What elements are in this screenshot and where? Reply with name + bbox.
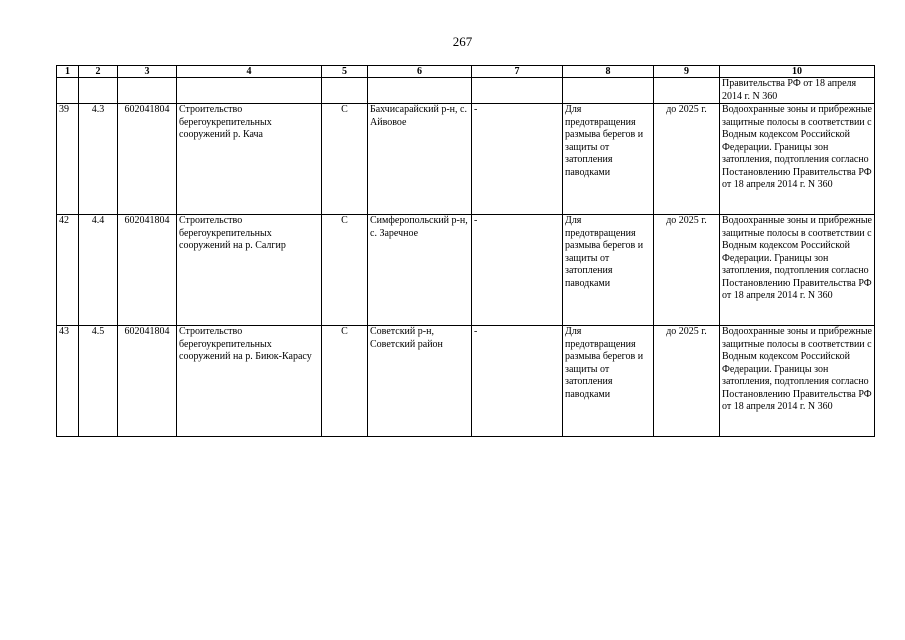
column-header: 7 xyxy=(472,66,563,78)
location-cell: Советский р-н, Советский район xyxy=(368,326,472,437)
column-header: 6 xyxy=(368,66,472,78)
purpose-cell: Для предотвращения размыва берегов и защиты от затопления паводками xyxy=(563,215,654,326)
column-header: 10 xyxy=(720,66,875,78)
location-cell: Симферопольский р-н, с. Заречное xyxy=(368,215,472,326)
notes-cell: Водоохранные зоны и прибрежные защитные полосы в соответствии с Водным кодексом Российской Федерации. Границы зон затопления, подтопления согласно Постановлению Правительства РФ от 18 апреля 2014 г. N 360 xyxy=(720,104,875,215)
notes-cell: Водоохранные зоны и прибрежные защитные полосы в соответствии с Водным кодексом Российской Федерации. Границы зон затопления, подтопления согласно Постановлению Правительства РФ от 18 апреля 2014 г. N 360 xyxy=(720,326,875,437)
notes-cell: Водоохранные зоны и прибрежные защитные полосы в соответствии с Водным кодексом Российской Федерации. Границы зон затопления, подтопления согласно Постановлению Правительства РФ от 18 апреля 2014 г. N 360 xyxy=(720,215,875,326)
column-header: 1 xyxy=(57,66,79,78)
registry-table xyxy=(56,65,875,437)
table-row xyxy=(57,326,875,437)
column-header: 8 xyxy=(563,66,654,78)
col7-cell: - xyxy=(472,104,563,215)
row-number-cell: 43 xyxy=(57,326,79,437)
table-header-row xyxy=(57,66,875,78)
column-header: 3 xyxy=(118,66,177,78)
page-number: 267 xyxy=(452,34,473,49)
object-name-cell: Строительство берегоукрепительных сооружений р. Кача xyxy=(177,104,322,215)
object-name-cell: Строительство берегоукрепительных сооружений на р. Биюк-Карасу xyxy=(177,326,322,437)
deadline-cell: до 2025 г. xyxy=(654,215,720,326)
deadline-cell: до 2025 г. xyxy=(654,326,720,437)
item-code-cell: 4.5 xyxy=(79,326,118,437)
table-row xyxy=(57,104,875,215)
object-code-cell: 602041804 xyxy=(118,104,177,215)
object-name-cell: Строительство берегоукрепительных сооружений на р. Салгир xyxy=(177,215,322,326)
column-header: 9 xyxy=(654,66,720,78)
status-cell: С xyxy=(322,104,368,215)
location-cell: Бахчисарайский р-н, с. Айвовое xyxy=(368,104,472,215)
item-code-cell: 4.4 xyxy=(79,215,118,326)
deadline-cell: до 2025 г. xyxy=(654,104,720,215)
notes-cell: Правительства РФ от 18 апреля 2014 г. N 360 xyxy=(720,78,875,104)
col7-cell: - xyxy=(472,215,563,326)
item-code-cell: 4.3 xyxy=(79,104,118,215)
row-number-cell: 42 xyxy=(57,215,79,326)
column-header: 4 xyxy=(177,66,322,78)
col7-cell: - xyxy=(472,326,563,437)
continuation-row xyxy=(57,78,875,104)
column-header: 2 xyxy=(79,66,118,78)
purpose-cell: Для предотвращения размыва берегов и защиты от затопления паводками xyxy=(563,326,654,437)
column-header: 5 xyxy=(322,66,368,78)
table-row xyxy=(57,215,875,326)
purpose-cell: Для предотвращения размыва берегов и защиты от затопления паводками xyxy=(563,104,654,215)
status-cell: С xyxy=(322,326,368,437)
status-cell: С xyxy=(322,215,368,326)
object-code-cell: 602041804 xyxy=(118,326,177,437)
row-number-cell: 39 xyxy=(57,104,79,215)
object-code-cell: 602041804 xyxy=(118,215,177,326)
